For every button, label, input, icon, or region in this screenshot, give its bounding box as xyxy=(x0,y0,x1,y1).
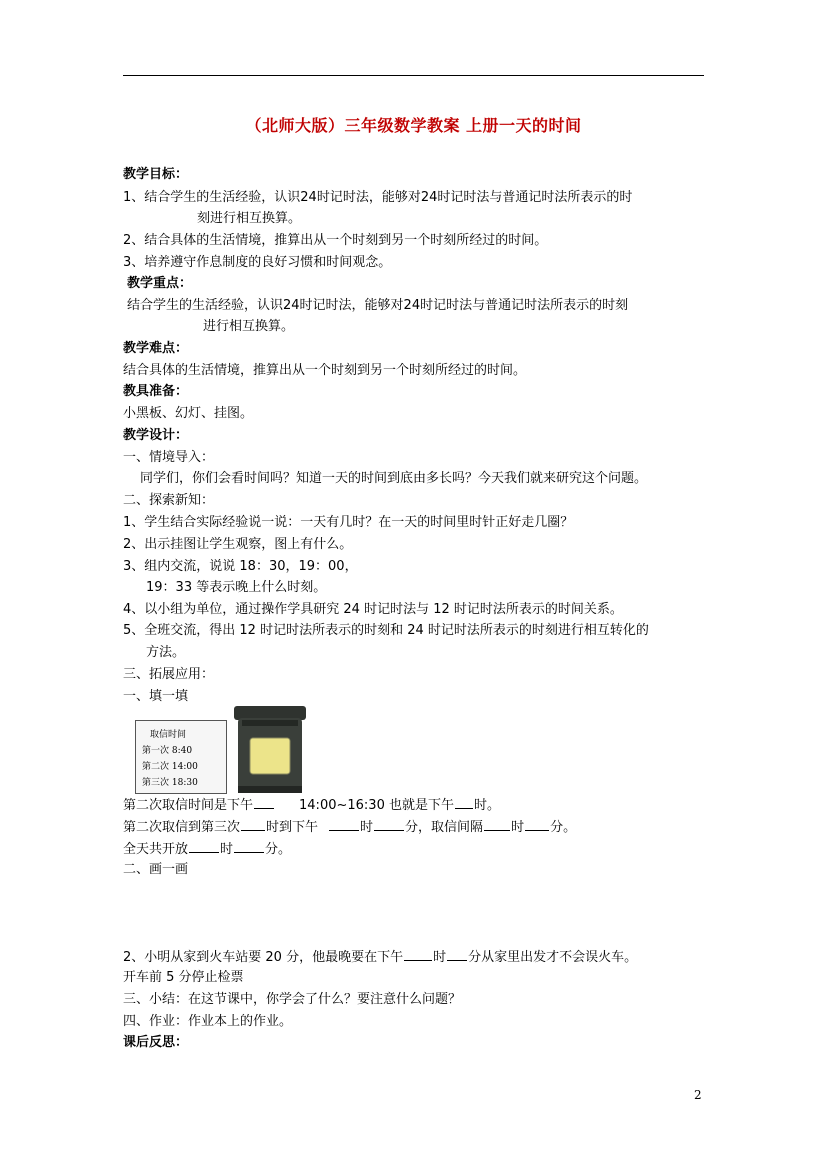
section-2-item-5-cont: 方法。 xyxy=(146,645,186,660)
page-number: 2 xyxy=(694,1088,702,1102)
card-title: 取信时间 xyxy=(150,730,187,740)
answer-blank[interactable] xyxy=(455,796,473,809)
fill-in-heading: 一、填一填 xyxy=(123,689,189,704)
summary-line: 三、小结：在这节课中，你学会了什么？要注意什么问题？ xyxy=(123,992,462,1007)
card-row-3: 第三次 18:30 xyxy=(142,778,198,788)
objective-1: 1、结合学生的生活经验，认识24时记时法，能够对24时记时法与普通记时法所表示的时 xyxy=(123,190,633,205)
document-title: （北师大版）三年级数学教案 上册一天的时间 xyxy=(245,116,582,135)
answer-blank[interactable] xyxy=(329,818,359,831)
section-2-item-3: 3、组内交流，说说 18：30，19：00， xyxy=(123,559,358,574)
section-2-item-1: 1、学生结合实际经验说一说：一天有几时？在一天的时间里时针正好走几圈？ xyxy=(123,515,574,530)
section-1-text: 同学们，你们会看时间吗？知道一天的时间到底由多长吗？今天我们就来研究这个问题。 xyxy=(140,471,648,486)
answer-blank[interactable] xyxy=(254,796,274,809)
key-points-text-cont: 进行相互换算。 xyxy=(203,319,295,334)
answer-blank[interactable] xyxy=(525,818,549,831)
section-2-item-2: 2、出示挂图让学生观察，图上有什么。 xyxy=(123,537,353,552)
homework-line: 四、作业：作业本上的作业。 xyxy=(123,1014,293,1029)
design-heading: 教学设计： xyxy=(123,428,189,443)
header-rule xyxy=(123,75,704,76)
section-2-item-3-cont: 19：33 等表示晚上什么时刻。 xyxy=(146,580,327,595)
objective-2: 2、结合具体的生活情境，推算出从一个时刻到另一个时刻所经过的时间。 xyxy=(123,233,548,248)
question-1: 第二次取信时间是下午 14:00~16:30 也就是下午 时。 xyxy=(123,798,500,813)
mailbox-illustration xyxy=(234,706,306,793)
difficulties-text: 结合具体的生活情境，推算出从一个时刻到另一个时刻所经过的时间。 xyxy=(123,363,527,378)
card-row-1: 第一次 8:40 xyxy=(142,746,193,756)
tools-heading: 教具准备： xyxy=(123,384,189,399)
question-2: 第二次取信到第三次 时到下午 时 分，取信间隔 时 分。 xyxy=(123,820,577,835)
question-4-note: 开车前 5 分停止检票 xyxy=(123,970,244,985)
key-points-text: 结合学生的生活经验，认识24时记时法，能够对24时记时法与普通记时法所表示的时刻 xyxy=(127,298,629,313)
answer-blank[interactable] xyxy=(241,818,265,831)
answer-blank[interactable] xyxy=(189,840,219,853)
tools-text: 小黑板、幻灯、挂图。 xyxy=(123,406,254,421)
objective-1-cont: 刻进行相互换算。 xyxy=(197,211,302,226)
section-2-heading: 二、探索新知： xyxy=(123,493,215,508)
answer-blank[interactable] xyxy=(234,840,264,853)
section-2-item-5: 5、全班交流，得出 12 时记时法所表示的时刻和 24 时记时法所表示的时刻进行相互转化的 xyxy=(123,623,649,638)
answer-blank[interactable] xyxy=(484,818,510,831)
answer-blank[interactable] xyxy=(447,948,467,961)
objectives-heading: 教学目标： xyxy=(123,167,189,182)
section-2-item-4: 4、以小组为单位，通过操作学具研究 24 时记时法与 12 时记时法所表示的时间关系。 xyxy=(123,602,623,617)
answer-blank[interactable] xyxy=(374,818,404,831)
question-3: 全天共开放 时 分。 xyxy=(123,842,292,857)
section-1-heading: 一、情境导入： xyxy=(123,450,215,465)
card-row-2: 第二次 14:00 xyxy=(142,762,198,772)
reflection-heading: 课后反思： xyxy=(123,1035,189,1050)
question-4: 2、小明从家到火车站要 20 分，他最晚要在下午 时 分从家里出发才不会误火车。 xyxy=(123,950,638,965)
draw-heading: 二、画一画 xyxy=(123,862,189,877)
section-3-heading: 三、拓展应用： xyxy=(123,667,215,682)
objective-3: 3、培养遵守作息制度的良好习惯和时间观念。 xyxy=(123,255,392,270)
mail-pickup-time-card xyxy=(135,720,227,794)
difficulties-heading: 教学难点： xyxy=(123,341,189,356)
key-points-heading: 教学重点： xyxy=(127,276,193,291)
answer-blank[interactable] xyxy=(404,948,432,961)
